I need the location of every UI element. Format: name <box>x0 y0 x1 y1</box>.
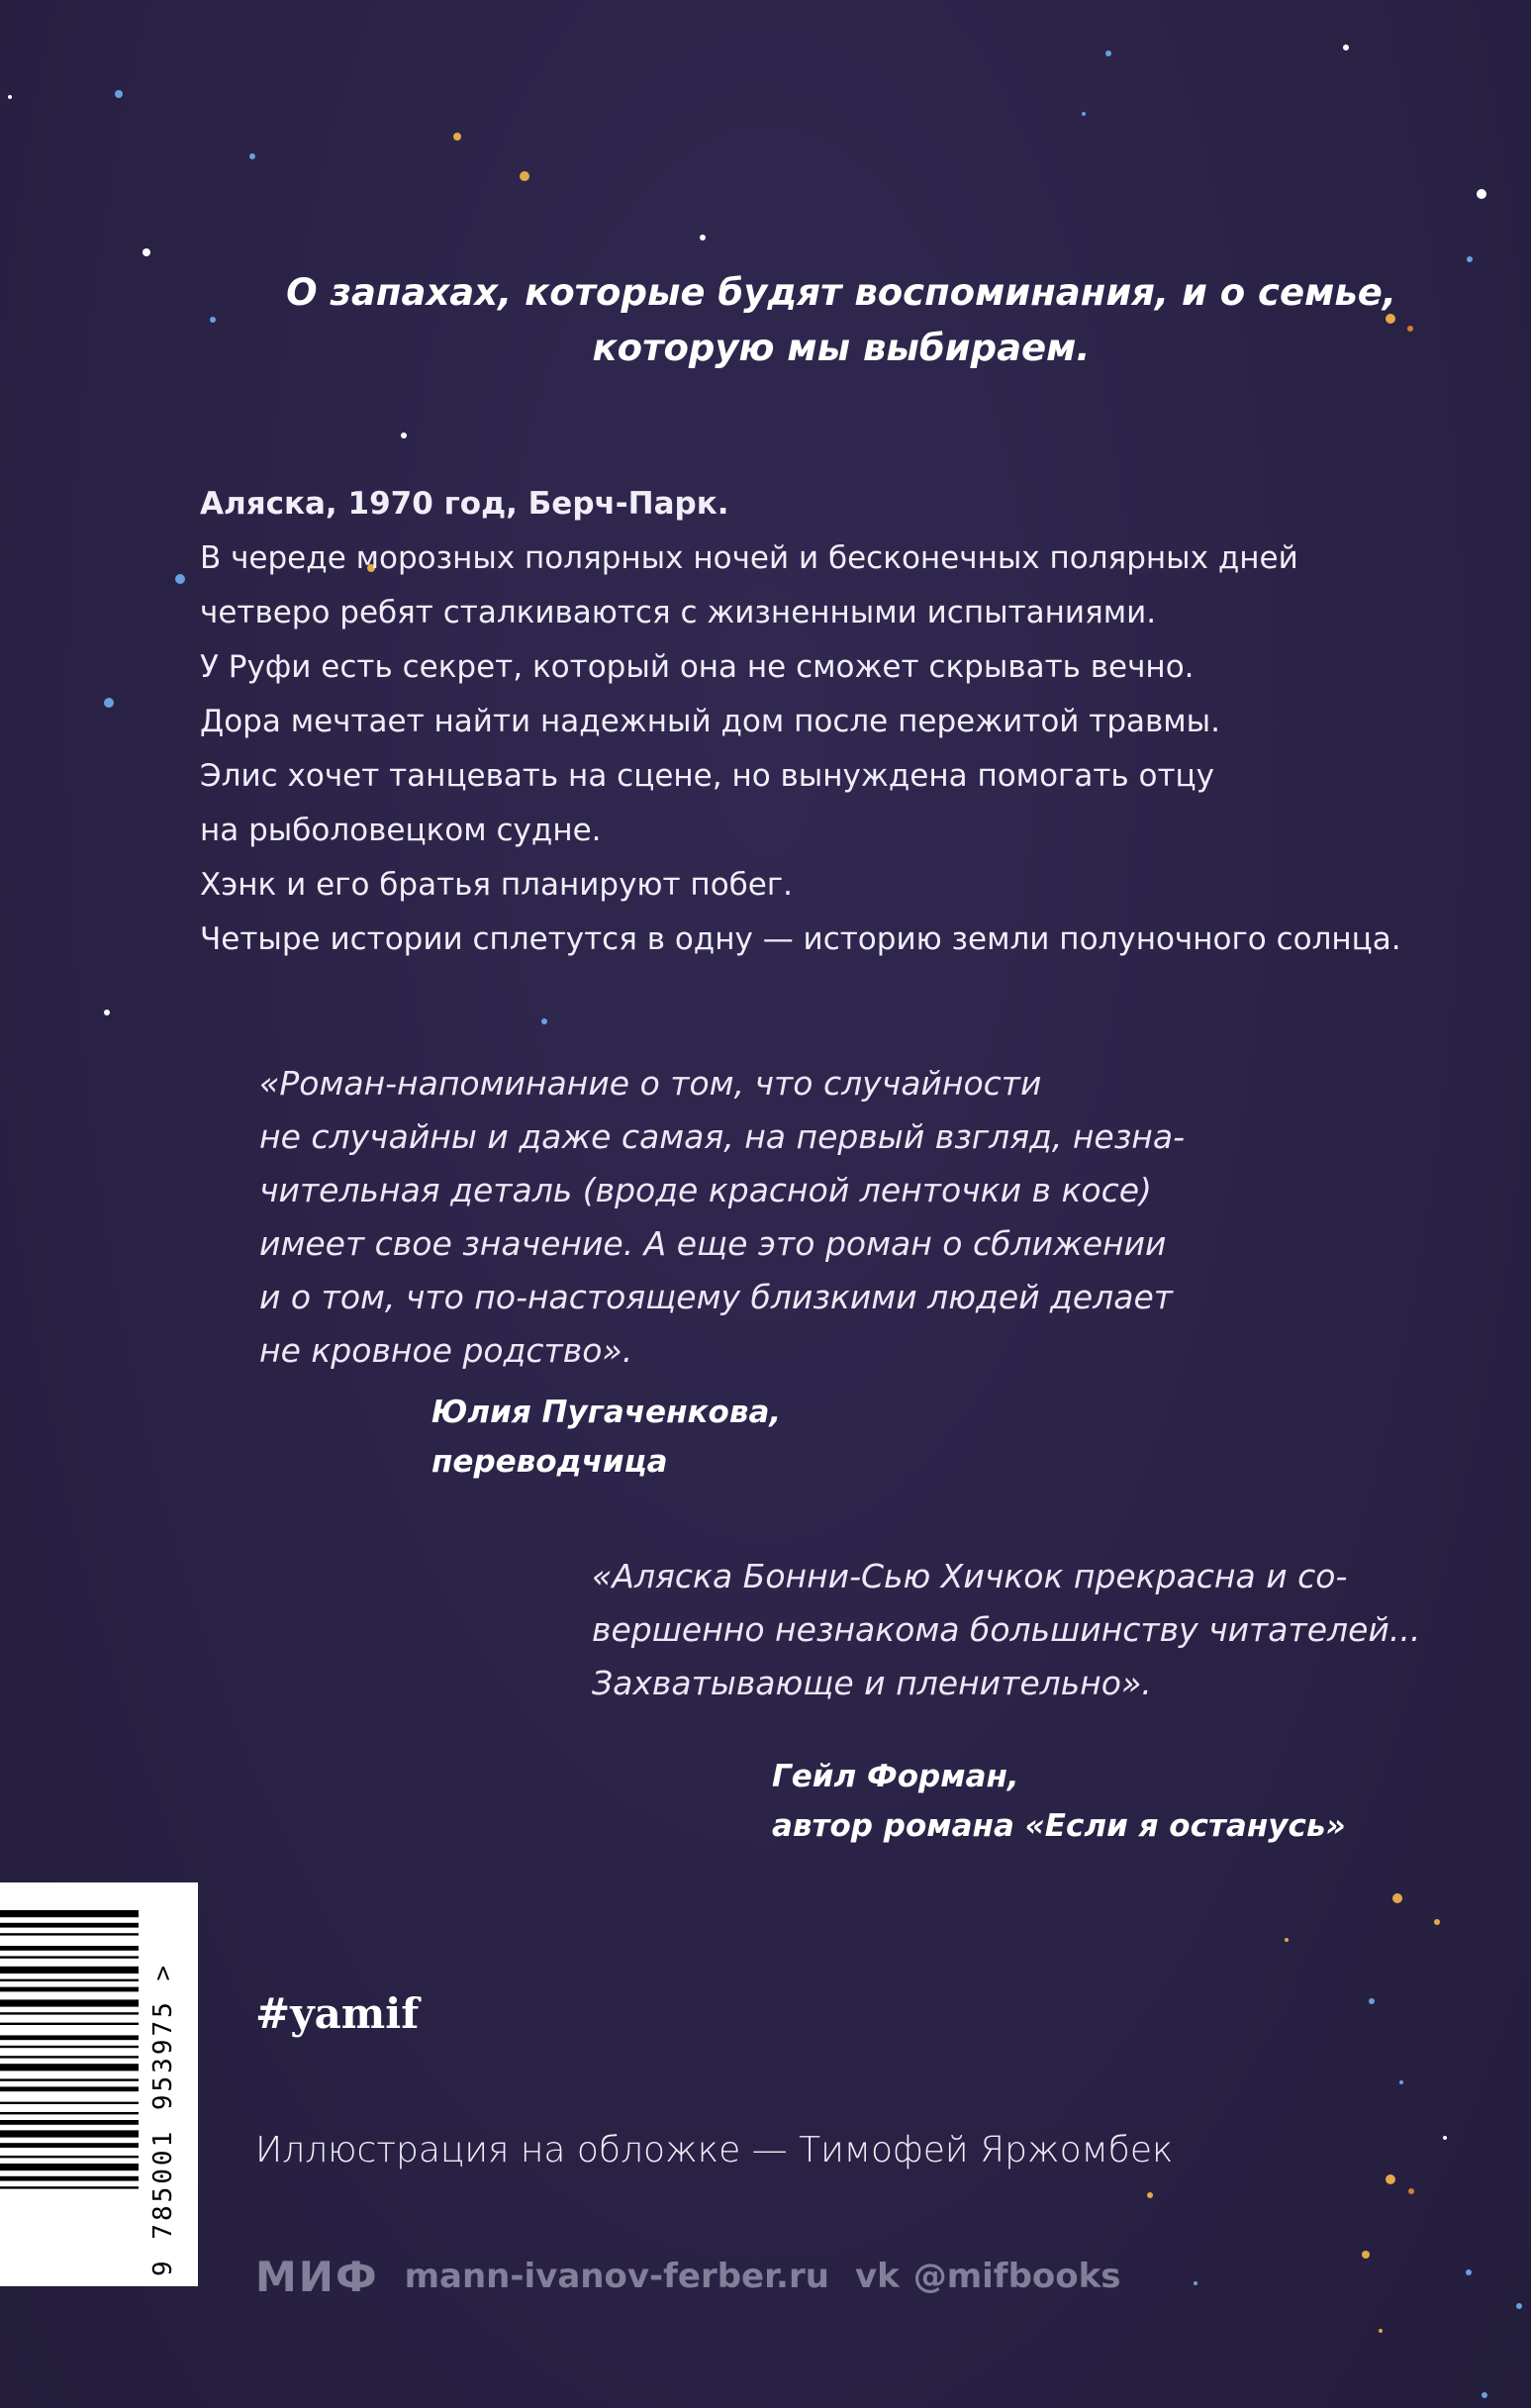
vk-icon[interactable]: vk <box>854 2257 900 2296</box>
author-role: переводчица <box>431 1444 668 1480</box>
barcode-bar <box>0 2078 139 2080</box>
barcode-bar <box>0 2102 139 2104</box>
publisher-site-link[interactable]: mann-ivanov-ferber.ru <box>404 2257 829 2296</box>
illustration-credit: Иллюстрация на обложке — Тимофей Яржомбек <box>255 2130 1174 2170</box>
barcode-bar <box>0 2086 139 2091</box>
barcode-bar <box>0 1987 139 1992</box>
social-handle[interactable]: @mifbooks <box>912 2257 1121 2296</box>
isbn-digits: 9 785001 953975 > <box>148 1962 178 2276</box>
quote-line: и о том, что по-настоящему близкими людей делает <box>259 1278 1174 1316</box>
barcode-bar <box>0 1923 139 1928</box>
synopsis <box>200 477 1427 967</box>
synopsis-line: Дора мечтает найти надежный дом после пережитой травмы. <box>200 704 1221 739</box>
author-role: автор романа «Если я останусь» <box>772 1808 1346 1844</box>
barcode-bar <box>0 2156 139 2158</box>
publisher-logo: МИФ <box>255 2252 379 2301</box>
synopsis-line: четверо ребят сталкиваются с жизненными испытаниями. <box>200 595 1157 630</box>
review-author-2 <box>772 1752 1346 1851</box>
barcode-bar <box>0 1956 139 1958</box>
author-name: Юлия Пугаченкова, <box>431 1395 782 1430</box>
barcode-bar <box>0 2186 139 2188</box>
review-quote-2 <box>592 1550 1522 1710</box>
barcode-bar <box>0 2130 139 2137</box>
barcode-bar <box>0 1910 139 1917</box>
barcode-bar <box>0 1967 139 1974</box>
tagline-line-1: О запахах, которые будят воспоминания, и о семье, <box>286 271 1396 314</box>
quote-line: не случайны и даже самая, на первый взгляд, незна- <box>259 1117 1185 1156</box>
barcode-bar <box>0 2056 139 2058</box>
barcode-bar <box>0 1999 139 2006</box>
quote-line: вершенно незнакома большинству читателей... <box>592 1610 1421 1649</box>
barcode-bar <box>0 2176 139 2181</box>
author-name: Гейл Форман, <box>772 1759 1019 1794</box>
synopsis-line: на рыболовецком судне. <box>200 813 602 848</box>
quote-line: имеет свое значение. А еще это роман о сближении <box>259 1224 1167 1263</box>
barcode-bar <box>0 2164 139 2170</box>
synopsis-line: Четыре истории сплетутся в одну — историю земли полуночного солнца. <box>200 921 1401 957</box>
synopsis-line: У Руфи есть секрет, который она не сможет скрывать вечно. <box>200 649 1195 685</box>
barcode-bar <box>0 2023 139 2025</box>
quote-line: Захватывающе и пленительно». <box>592 1664 1152 1702</box>
tagline <box>198 265 1484 376</box>
quote-line: «Аляска Бонни-Сью Хичкок прекрасна и со- <box>592 1557 1348 1595</box>
quote-line: не кровное родство». <box>259 1331 633 1370</box>
barcode-bar <box>0 1946 139 1951</box>
synopsis-line: В череде морозных полярных ночей и бесконечных полярных дней <box>200 540 1298 576</box>
barcode-bar <box>0 1933 139 1935</box>
barcode-bar <box>0 2064 139 2071</box>
hashtag: #yamif <box>255 1989 420 2038</box>
synopsis-line: Хэнк и его братья планируют побег. <box>200 867 793 903</box>
quote-line: чительная деталь (вроде красной ленточки в косе) <box>259 1171 1152 1209</box>
tagline-line-2: которую мы выбираем. <box>592 327 1091 369</box>
review-author-1 <box>431 1388 781 1487</box>
publisher-footer <box>255 2252 1121 2301</box>
synopsis-line: Элис хочет танцевать на сцене, но вынуждена помогать отцу <box>200 758 1214 794</box>
review-quote-1 <box>259 1057 1209 1378</box>
barcode-bar <box>0 2120 139 2125</box>
barcode-bar <box>0 2112 139 2114</box>
barcode-bar <box>0 2035 139 2040</box>
barcode-bar <box>0 2012 139 2014</box>
barcode-bar <box>0 1979 139 1981</box>
barcode-bar <box>0 2046 139 2048</box>
synopsis-lead: Аляска, 1970 год, Берч-Парк. <box>200 486 729 522</box>
barcode-bar <box>0 2143 139 2148</box>
quote-line: «Роман-напоминание о том, что случайности <box>259 1064 1042 1103</box>
